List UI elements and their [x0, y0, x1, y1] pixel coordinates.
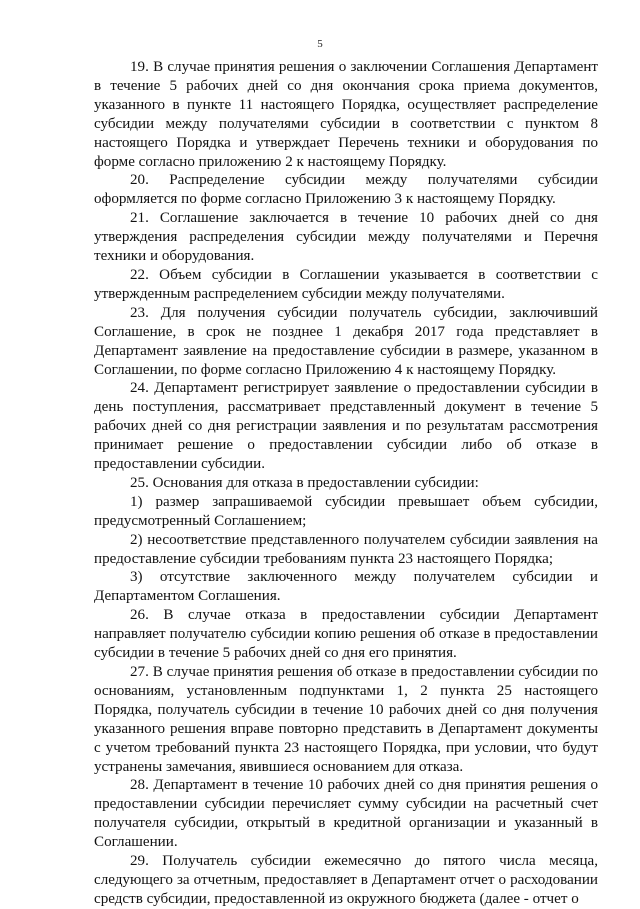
paragraph-26: 26. В случае отказа в предоставлении субсидии Департамент направляет получателю субсидии копию решения об отказе в предоставлении субсидии в течение 5 рабочих дней со дня его принятия.: [94, 607, 598, 662]
paragraph-27: 27. В случае принятия решения об отказе в предоставлении субсидии по основаниям, установленным подпунктами 1, 2 пункта 25 настоящего Порядка, получатель субсидии в течение 10 рабочих дней со дня получения указанного решения вправе повторно представить в Департамент документы с учетом требований пункта 23 настоящего Порядка, при условии, что будут устранены замечания, явившиеся основанием для отказа.: [94, 664, 598, 775]
paragraph-28: 28. Департамент в течение 10 рабочих дней со дня принятия решения о предоставлении субсидии перечисляет сумму субсидии на расчетный счет получателя субсидии, открытый в кредитной организации и указанный в Соглашении.: [94, 777, 598, 851]
paragraph-29: 29. Получатель субсидии ежемесячно до пятого числа месяца, следующего за отчетным, предоставляет в Департамент отчет о расходовании средств субсидии, предоставленной из окружного бюджета (далее - отчет о: [94, 853, 598, 907]
document-body: [94, 58, 598, 909]
paragraph-20: 20. Распределение субсидии между получателями субсидии оформляется по форме согласно Приложению 3 к настоящему Порядку.: [94, 172, 598, 208]
paragraph-22: 22. Объем субсидии в Соглашении указывается в соответствии с утвержденным распределением субсидии между получателями.: [94, 266, 598, 302]
paragraph-19: 19. В случае принятия решения о заключении Соглашения Департамент в течение 5 рабочих дней со дня окончания срока приема документов, указанного в пункте 11 настоящего Порядка, осуществляет распределение субсидии между получателями субсидии в соответствии с пунктом 8 настоящего Порядка и утверждает Перечень техники и оборудования по форме согласно приложению 2 к настоящему Порядку.: [94, 59, 598, 170]
paragraph-25: 25. Основания для отказа в предоставлении субсидии:: [130, 474, 479, 491]
page-number: 5: [317, 38, 323, 50]
paragraph-25-item-1: 1) размер запрашиваемой субсидии превышает объем субсидии, предусмотренный Соглашением;: [94, 493, 598, 529]
paragraph-24: 24. Департамент регистрирует заявление о предоставлении субсидии в день поступления, рассматривает представленный документ в течение 5 рабочих дней со дня регистрации заявления и по результатам рассмотрения принимает решение о предоставлении субсидии либо об отказе в предоставлении субсидии.: [94, 380, 598, 473]
paragraph-21: 21. Соглашение заключается в течение 10 рабочих дней со дня утверждения распределения субсидии между получателями и Перечня техники и оборудования.: [94, 210, 598, 265]
paragraph-23: 23. Для получения субсидии получатель субсидии, заключивший Соглашение, в срок не позднее 1 декабря 2017 года представляет в Департамент заявление на предоставление субсидии в размере, указанном в Соглашении, по форме согласно Приложению 4 к настоящему Порядку.: [94, 304, 598, 378]
paragraph-25-item-3: 3) отсутствие заключенного между получателем субсидии и Департаментом Соглашения.: [94, 569, 598, 605]
paragraph-25-item-2: 2) несоответствие представленного получателем субсидии заявления на предоставление субсидии требованиям пункта 23 настоящего Порядка;: [94, 531, 598, 567]
